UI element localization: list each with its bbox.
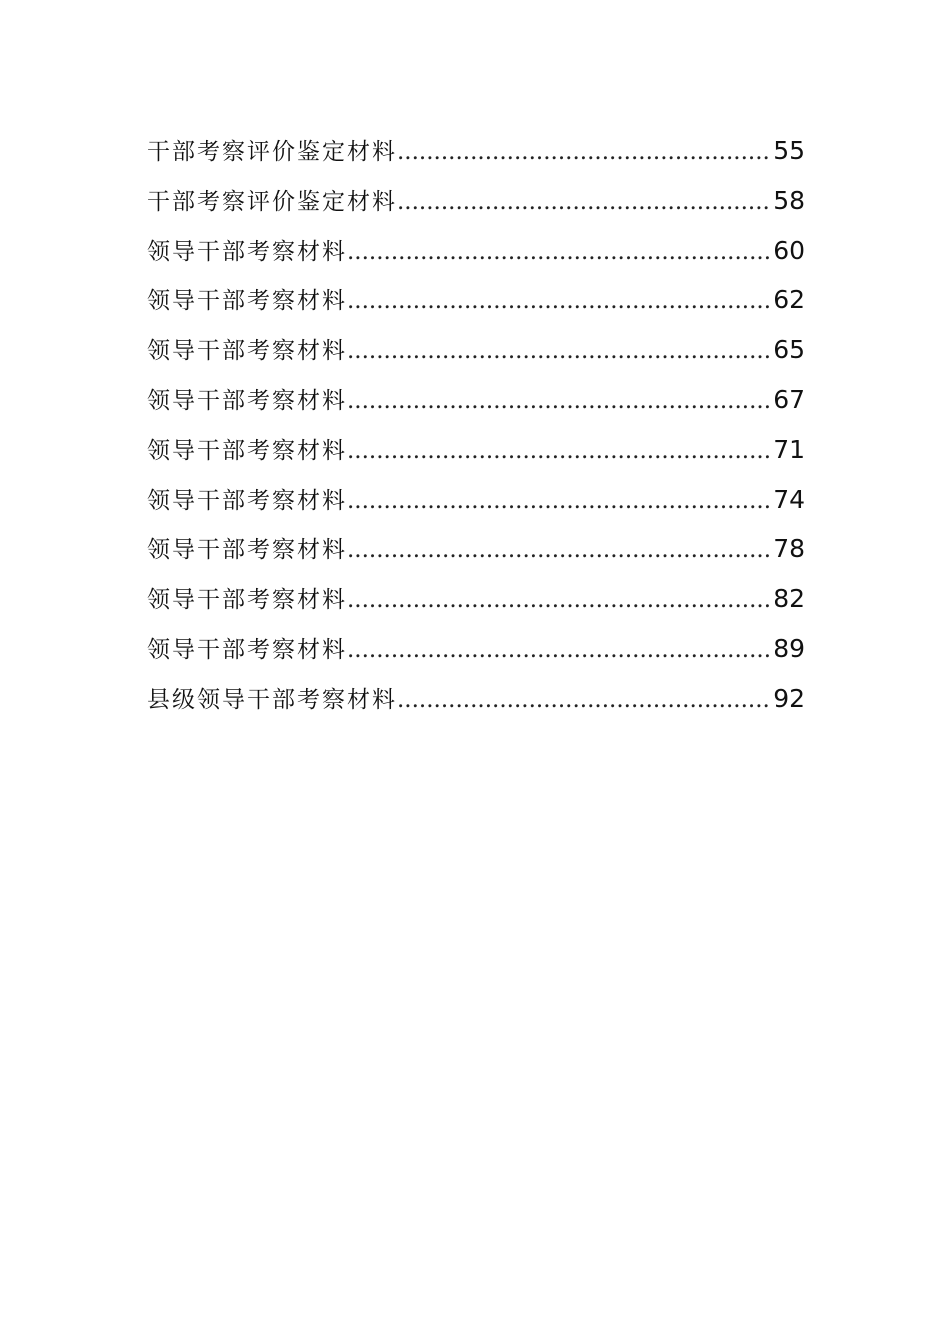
toc-entry[interactable] (147, 377, 805, 427)
toc-entry-page-number: 60 (773, 235, 805, 265)
toc-entry-page-number: 67 (773, 384, 805, 414)
toc-entry-page-number: 74 (773, 484, 805, 514)
toc-dot-leader (347, 527, 771, 573)
toc-entry-title: 干部考察评价鉴定材料 (147, 188, 397, 215)
toc-dot-leader (397, 179, 771, 225)
toc-entry[interactable] (147, 178, 805, 228)
toc-entry-page-number: 82 (773, 584, 805, 614)
toc-dot-leader (347, 278, 771, 324)
toc-entry-page-number: 65 (773, 335, 805, 365)
toc-entry-page-number: 78 (773, 534, 805, 564)
toc-entry[interactable] (147, 676, 805, 726)
toc-dot-leader (397, 129, 771, 175)
toc-entry-title: 干部考察评价鉴定材料 (147, 139, 397, 165)
toc-dot-leader (347, 328, 771, 374)
toc-entry-page-number: 89 (773, 633, 805, 663)
toc-entry[interactable] (147, 477, 805, 527)
toc-entry[interactable] (147, 576, 805, 626)
toc-entry-page-number: 92 (773, 683, 805, 713)
toc-entry-title: 领导干部考察材料 (147, 387, 347, 414)
toc-entry[interactable] (147, 277, 805, 327)
toc-entry[interactable] (147, 526, 805, 576)
toc-entry-title: 县级领导干部考察材料 (147, 686, 397, 713)
toc-dot-leader (347, 428, 771, 474)
toc-entry-page-number: 71 (773, 434, 805, 464)
toc-dot-leader (347, 229, 771, 275)
toc-dot-leader (347, 627, 771, 673)
toc-entry-title: 领导干部考察材料 (147, 437, 347, 464)
toc-entry[interactable] (147, 626, 805, 676)
toc-entry-title: 领导干部考察材料 (147, 487, 347, 514)
toc-entry[interactable] (147, 327, 805, 377)
toc-dot-leader (397, 677, 771, 723)
toc-entry[interactable] (147, 427, 805, 477)
toc-dot-leader (347, 478, 771, 524)
toc-entry-title: 领导干部考察材料 (147, 587, 347, 614)
toc-entry-title: 领导干部考察材料 (147, 537, 347, 564)
table-of-contents (147, 128, 805, 726)
toc-entry-title: 领导干部考察材料 (147, 338, 347, 365)
toc-entry[interactable] (147, 228, 805, 278)
toc-entry-title: 领导干部考察材料 (147, 288, 347, 315)
toc-dot-leader (347, 378, 771, 424)
toc-entry-page-number: 62 (773, 285, 805, 315)
toc-entry-page-number: 55 (773, 136, 805, 165)
toc-entry-page-number: 58 (773, 185, 805, 215)
toc-entry-title: 领导干部考察材料 (147, 636, 347, 663)
toc-entry[interactable] (147, 128, 805, 178)
toc-dot-leader (347, 577, 771, 623)
toc-entry-title: 领导干部考察材料 (147, 238, 347, 265)
